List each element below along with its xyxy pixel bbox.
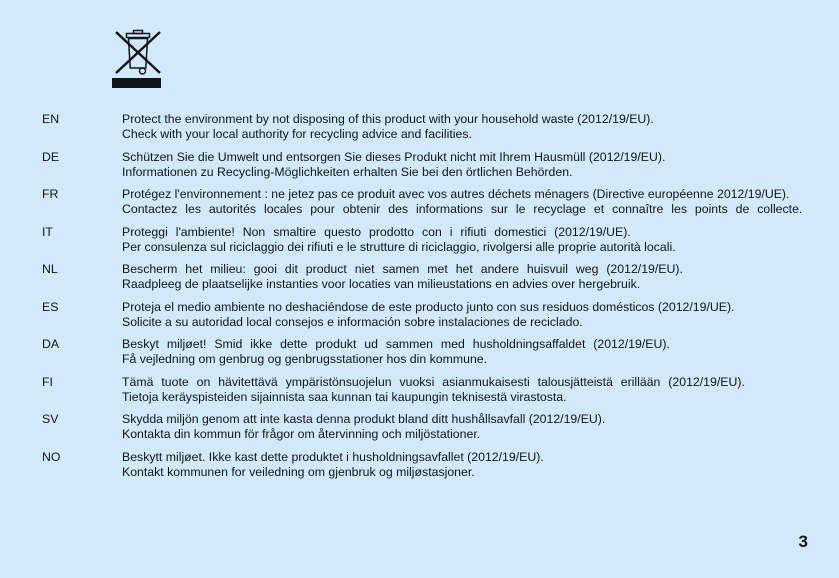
- notice-text: [122, 225, 821, 255]
- language-code: NL: [42, 262, 58, 276]
- language-code: FI: [42, 374, 53, 389]
- language-code: SV: [42, 412, 59, 426]
- disposal-notices-list: [42, 112, 821, 487]
- notice-row-es: [42, 300, 821, 330]
- notice-line-2: Check with your local authority for recycling advice and facilities.: [122, 127, 472, 141]
- language-code: IT: [42, 224, 53, 239]
- notice-line-1: Beskytt miljøet. Ikke kast dette produktet i husholdningsavfallet (2012/19/EU).: [122, 449, 544, 464]
- notice-row-de: [42, 150, 821, 180]
- notice-row-fr: [42, 187, 821, 217]
- notice-text: [122, 112, 821, 142]
- notice-line-1: Tämä tuote on hävitettävä ympäristönsuojelun vuoksi asianmukaisesti talousjätteistä erillään (2012/19/EU).: [122, 374, 745, 389]
- notice-row-da: [42, 337, 821, 367]
- notice-row-no: [42, 450, 821, 480]
- notice-text: [122, 187, 821, 217]
- notice-row-sv: [42, 412, 821, 442]
- language-code: EN: [42, 112, 60, 126]
- notice-line-1: Protect the environment by not disposing of this product with your household waste (2012/19/EU).: [122, 112, 654, 126]
- language-code: FR: [42, 187, 59, 201]
- notice-line-2: Contactez les autorités locales pour obtenir des informations sur le recyclage et connaître les points de collecte.: [122, 202, 803, 216]
- notice-line-1: Beskyt miljøet! Smid ikke dette produkt ud sammen med husholdningsaffaldet (2012/19/EU).: [122, 337, 670, 351]
- weee-crossed-out-wheeled-bin-icon: [108, 28, 168, 90]
- notice-line-2: Per consulenza sul riciclaggio dei rifiuti e le strutture di riciclaggio, rivolgersi alle proprie autorità locali.: [122, 239, 676, 254]
- notice-line-2: Solicite a su autoridad local consejos e información sobre instalaciones de reciclado.: [122, 314, 583, 329]
- notice-row-en: [42, 112, 821, 142]
- notice-line-2: Kontakt kommunen for veiledning om gjenbruk og miljøstasjoner.: [122, 464, 475, 479]
- notice-line-2: Tietoja keräyspisteiden sijainnista saa kunnan tai kaupungin teknisestä virastosta.: [122, 389, 567, 404]
- notice-line-2: Kontakta din kommun för frågor om återvinning och miljöstationer.: [122, 427, 481, 441]
- notice-line-1: Proteggi l'ambiente! Non smaltire questo prodotto con i rifiuti domestici (2012/19/UE).: [122, 224, 631, 239]
- notice-line-1: Schützen Sie die Umwelt und entsorgen Sie dieses Produkt nicht mit Ihrem Hausmüll (2012/19/EU).: [122, 149, 666, 164]
- notice-row-nl: [42, 262, 821, 292]
- language-code: DE: [42, 149, 60, 164]
- notice-line-1: Bescherm het milieu: gooi dit product niet samen met het andere huisvuil weg (2012/19/EU).: [122, 262, 683, 276]
- notice-text: [122, 262, 821, 292]
- notice-text: [122, 150, 821, 180]
- language-code: ES: [42, 299, 59, 314]
- notice-text: [122, 300, 821, 330]
- notice-text: [122, 412, 821, 442]
- notice-line-1: Proteja el medio ambiente no deshaciéndose de este producto junto con sus residuos domésticos (2012/19/UE).: [122, 299, 735, 314]
- page-number: 3: [798, 532, 808, 551]
- notice-row-it: [42, 225, 821, 255]
- notice-line-2: Få vejledning om genbrug og genbrugsstationer hos din kommune.: [122, 352, 488, 366]
- notice-line-1: Protégez l'environnement : ne jetez pas ce produit avec vos autres déchets ménagers (Directive européenne 2012/19/UE).: [122, 187, 790, 201]
- language-code: DA: [42, 337, 60, 351]
- notice-line-1: Skydda miljön genom att inte kasta denna produkt bland ditt hushållsavfall (2012/19/EU).: [122, 412, 606, 426]
- notice-text: [122, 450, 821, 480]
- notice-row-fi: [42, 375, 821, 405]
- notice-line-2: Informationen zu Recycling-Möglichkeiten erhalten Sie bei den örtlichen Behörden.: [122, 164, 573, 179]
- notice-line-2: Raadpleeg de plaatselijke instanties voor locaties van milieustations en advies over hergebruik.: [122, 277, 641, 291]
- notice-text: [122, 375, 821, 405]
- language-code: NO: [42, 449, 61, 464]
- notice-text: [122, 337, 821, 367]
